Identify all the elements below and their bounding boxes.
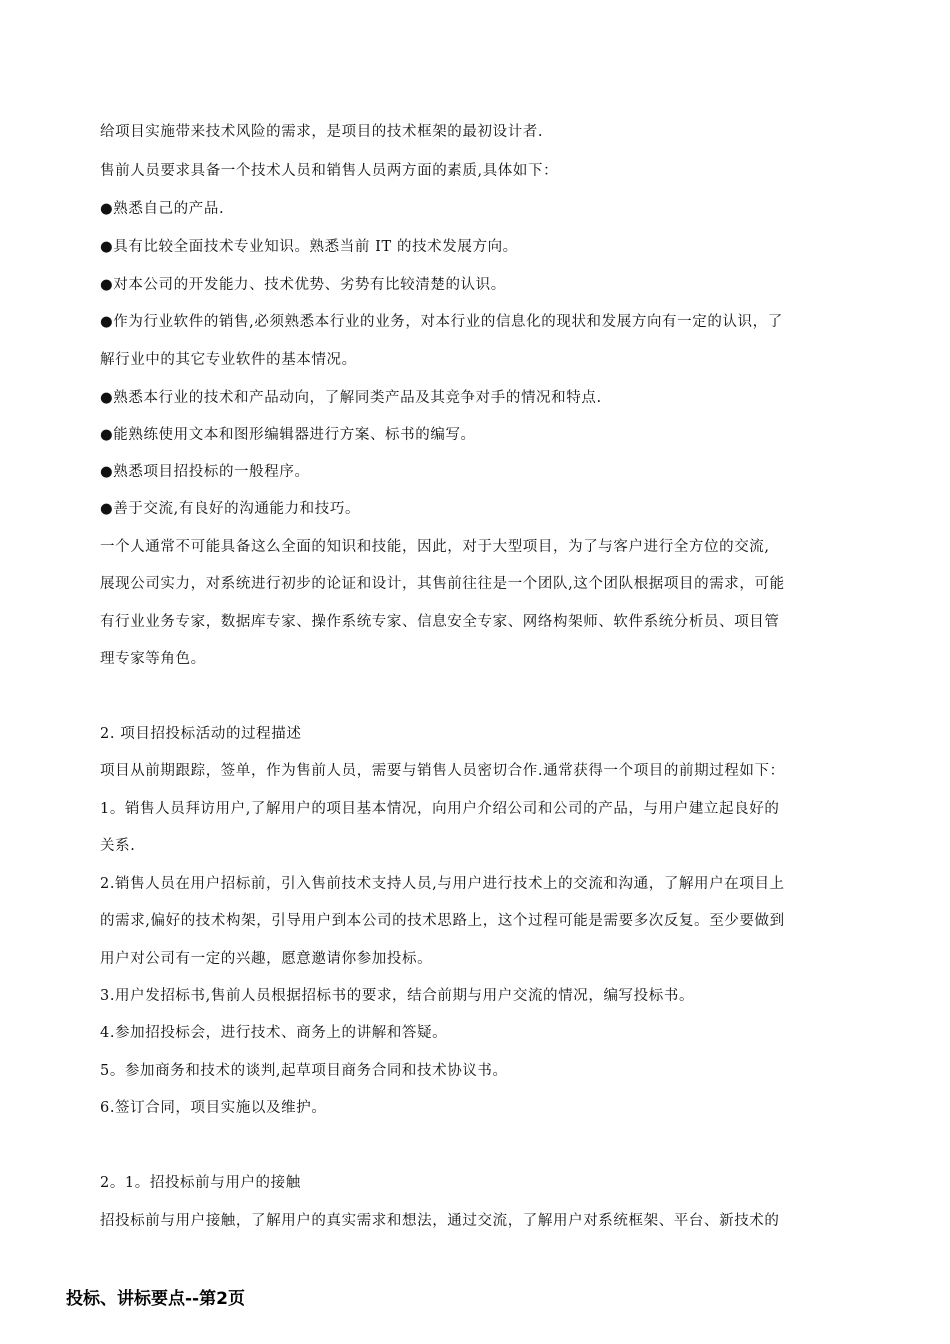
- text-line: 一个人通常不可能具备这么全面的知识和技能，因此，对于大型项目，为了与客户进行全方位的交流,: [100, 539, 770, 555]
- bullet-item: ●熟悉自己的产品.: [100, 201, 225, 217]
- text-line: 给项目实施带来技术风险的需求，是项目的技术框架的最初设计者.: [100, 124, 544, 140]
- text-line: 项目从前期跟踪，签单，作为售前人员，需要与销售人员密切合作.通常获得一个项目的前期过程如下：: [100, 763, 785, 779]
- bullet-item: ●具有比较全面技术专业知识。熟悉当前 IT 的技术发展方向。: [100, 239, 518, 255]
- bullet-item: ●熟悉项目招投标的一般程序。: [100, 464, 310, 480]
- text-line: 理专家等角色。: [100, 651, 206, 667]
- step-item: 4.参加招投标会，进行技术、商务上的讲解和答疑。: [100, 1025, 448, 1041]
- text-line: 解行业中的其它专业软件的基本情况。: [100, 352, 357, 368]
- bullet-item: ●作为行业软件的销售,必须熟悉本行业的业务，对本行业的信息化的现状和发展方向有一定的认识，了: [100, 314, 783, 330]
- text-line: 展现公司实力，对系统进行初步的论证和设计，其售前往往是一个团队,这个团队根据项目的需求，可能: [100, 576, 785, 592]
- step-item: 1。销售人员拜访用户,了解用户的项目基本情况，向用户介绍公司和公司的产品，与用户建立起良好的: [100, 801, 780, 817]
- bullet-item: ●对本公司的开发能力、技术优势、劣势有比较清楚的认识。: [100, 277, 506, 293]
- step-item: 6.签订合同，项目实施以及维护。: [100, 1100, 327, 1116]
- bullet-item: ●熟悉本行业的技术和产品动向，了解同类产品及其竞争对手的情况和特点.: [100, 390, 602, 406]
- step-item: 5。参加商务和技术的谈判,起草项目商务合同和技术协议书。: [100, 1063, 508, 1079]
- step-item: 2.销售人员在用户招标前，引入售前技术支持人员,与用户进行技术上的交流和沟通，了解用户在项目上: [100, 876, 785, 892]
- step-item: 3.用户发招标书,售前人员根据招标书的要求，结合前期与用户交流的情况，编写投标书。: [100, 988, 695, 1004]
- bullet-item: ●能熟练使用文本和图形编辑器进行方案、标书的编写。: [100, 427, 476, 443]
- text-line: 的需求,偏好的技术构架，引导用户到本公司的技术思路上，这个过程可能是需要多次反复。至少要做到: [100, 913, 785, 929]
- text-line: 有行业业务专家，数据库专家、操作系统专家、信息安全专家、网络构架师、软件系统分析员、项目管: [100, 614, 780, 630]
- text-line: 关系.: [100, 838, 136, 854]
- section-heading: 2. 项目招投标活动的过程描述: [100, 726, 302, 742]
- text-line: 售前人员要求具备一个技术人员和销售人员两方面的素质,具体如下：: [100, 163, 559, 179]
- text-line: 用户对公司有一定的兴趣，愿意邀请你参加投标。: [100, 951, 433, 967]
- section-heading: 2。1。招投标前与用户的接触: [100, 1175, 301, 1191]
- text-line: 招投标前与用户接触，了解用户的真实需求和想法，通过交流，了解用户对系统框架、平台、新技术的: [100, 1213, 780, 1229]
- bullet-item: ●善于交流,有良好的沟通能力和技巧。: [100, 501, 361, 517]
- page-footer: 投标、讲标要点--第2页: [66, 1289, 245, 1309]
